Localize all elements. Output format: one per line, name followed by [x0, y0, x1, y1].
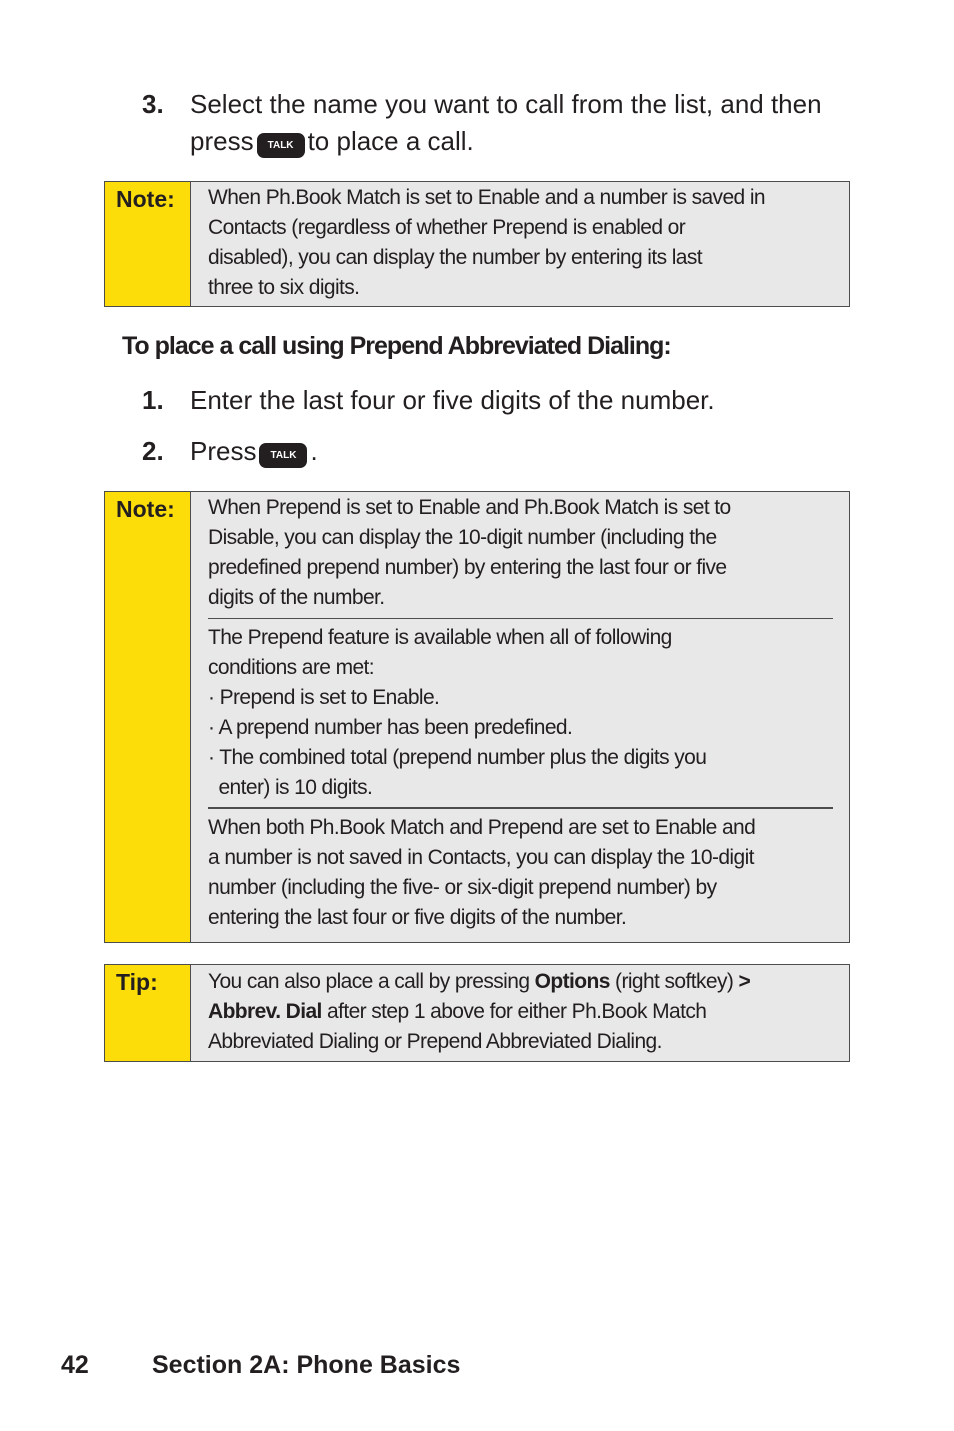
chevron-right-icon: >	[738, 970, 751, 993]
tip-line: Abbreviated Dialing or Prepend Abbreviated Dialing.	[208, 1030, 662, 1053]
note-line: a number is not saved in Contacts, you can display the 10-digit	[208, 846, 754, 869]
step-text-line1: Select the name you want to call from the list, and then	[190, 89, 822, 119]
tip-line	[208, 997, 833, 1027]
note-line: Contacts (regardless of whether Prepend is enabled or	[208, 216, 686, 239]
step-number: 3.	[142, 89, 164, 119]
note-line: The Prepend feature is available when all of following	[208, 626, 672, 649]
step-text-press: press	[190, 126, 254, 156]
step-text	[190, 433, 318, 470]
note-line: entering the last four or five digits of the number.	[208, 906, 627, 929]
note-content	[208, 183, 833, 303]
note-line: When both Ph.Book Match and Prepend are set to Enable and	[208, 816, 756, 839]
note-line: conditions are met:	[208, 656, 375, 679]
note-content	[208, 493, 833, 933]
note-line: number (including the five- or six-digit prepend number) by	[208, 876, 717, 899]
note-box-phbook	[104, 181, 850, 307]
step-text-line2	[190, 123, 474, 160]
tip-text: (right softkey)	[615, 970, 734, 993]
section-title: Section 2A: Phone Basics	[152, 1351, 461, 1379]
note-line: disabled), you can display the number by entering its last	[208, 246, 702, 269]
note-section-1	[208, 493, 833, 618]
step-text-press: Press	[190, 436, 257, 466]
tip-label-cell	[105, 965, 191, 1061]
note-label: Note:	[116, 496, 175, 522]
talk-key-icon: TALK	[259, 443, 307, 468]
talk-key-icon: TALK	[257, 133, 305, 158]
note-line: When Ph.Book Match is set to Enable and a number is saved in	[208, 186, 765, 209]
options-softkey-label: Options	[534, 970, 610, 993]
page-number: 42	[61, 1351, 89, 1379]
note-label: Note:	[116, 186, 175, 212]
tip-content	[208, 967, 833, 1057]
note-label-cell	[105, 492, 191, 942]
note-bullet: · The combined total (prepend number plus the digits you	[208, 746, 707, 769]
tip-label: Tip:	[116, 969, 158, 995]
step-number: 1.	[142, 385, 164, 415]
note-bullet-cont: enter) is 10 digits.	[208, 776, 373, 799]
tip-text: You can also place a call by pressing	[208, 970, 530, 993]
note-label-cell	[105, 182, 191, 306]
note-line: predefined prepend number) by entering the last four or five	[208, 556, 727, 579]
tip-line	[208, 967, 833, 997]
note-box-prepend	[104, 491, 850, 943]
note-bullet: · A prepend number has been predefined.	[208, 716, 573, 739]
note-section-2	[208, 619, 833, 807]
tip-box	[104, 964, 850, 1062]
subheading: To place a call using Prepend Abbreviated Dialing:	[122, 332, 671, 360]
note-line: When Prepend is set to Enable and Ph.Book Match is set to	[208, 496, 731, 519]
step-number: 2.	[142, 436, 164, 466]
note-line: three to six digits.	[208, 276, 360, 299]
tip-text: after step 1 above for either Ph.Book Match	[327, 1000, 707, 1023]
step-text: Enter the last four or five digits of the number.	[190, 385, 715, 415]
step-text-post: to place a call.	[307, 126, 474, 156]
step-text-post: .	[310, 436, 318, 466]
note-section-3	[208, 809, 833, 933]
note-line: Disable, you can display the 10-digit number (including the	[208, 526, 717, 549]
note-bullet: · Prepend is set to Enable.	[208, 686, 440, 709]
abbrev-dial-label: Abbrev. Dial	[208, 1000, 322, 1023]
note-line: digits of the number.	[208, 586, 385, 609]
